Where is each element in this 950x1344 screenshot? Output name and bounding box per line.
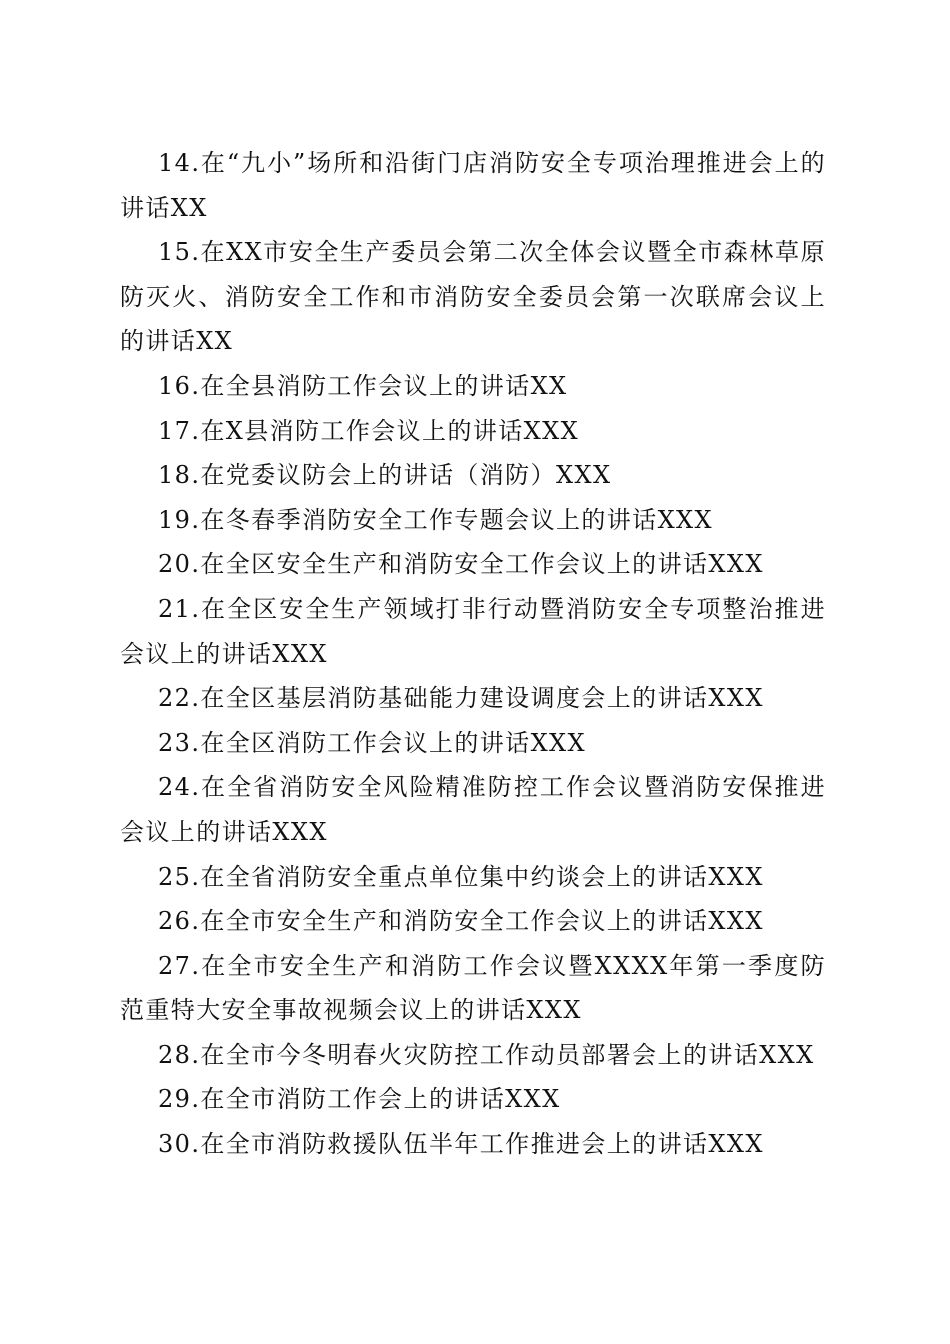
list-item: 23.在全区消防工作会议上的讲话XXX <box>158 728 587 757</box>
speech-list <box>120 141 826 1167</box>
list-item: 15.在XX市安全生产委员会第二次全体会议暨全市森林草原防灭火、消防安全工作和市消防安全委员会第一次联席会议上的讲话XX <box>120 238 826 356</box>
list-item: 19.在冬春季消防安全工作专题会议上的讲话XXX <box>158 505 714 534</box>
list-item: 22.在全区基层消防基础能力建设调度会上的讲话XXX <box>158 684 764 713</box>
list-item: 28.在全市今冬明春火灾防控工作动员部署会上的讲话XXX <box>158 1040 815 1069</box>
list-item: 27.在全市安全生产和消防工作会议暨XXXX年第一季度防范重特大安全事故视频会议上的讲话XXX <box>120 951 826 1025</box>
list-item: 16.在全县消防工作会议上的讲话XX <box>158 371 568 400</box>
list-item: 25.在全省消防安全重点单位集中约谈会上的讲话XXX <box>158 862 764 891</box>
list-item: 17.在X县消防工作会议上的讲话XXX <box>158 416 580 445</box>
list-item: 29.在全市消防工作会上的讲话XXX <box>158 1085 561 1114</box>
list-item: 20.在全区安全生产和消防安全工作会议上的讲话XXX <box>158 550 764 579</box>
list-item: 18.在党委议防会上的讲话（消防）XXX <box>158 461 612 490</box>
list-item: 14.在“九小”场所和沿街门店消防安全专项治理推进会上的讲话XX <box>120 149 826 222</box>
list-item: 30.在全市消防救援队伍半年工作推进会上的讲话XXX <box>158 1130 764 1159</box>
list-item: 24.在全省消防安全风险精准防控工作会议暨消防安保推进会议上的讲话XXX <box>120 773 826 846</box>
list-item: 21.在全区安全生产领域打非行动暨消防安全专项整治推进会议上的讲话XXX <box>120 594 826 668</box>
list-item: 26.在全市安全生产和消防安全工作会议上的讲话XXX <box>158 907 764 936</box>
